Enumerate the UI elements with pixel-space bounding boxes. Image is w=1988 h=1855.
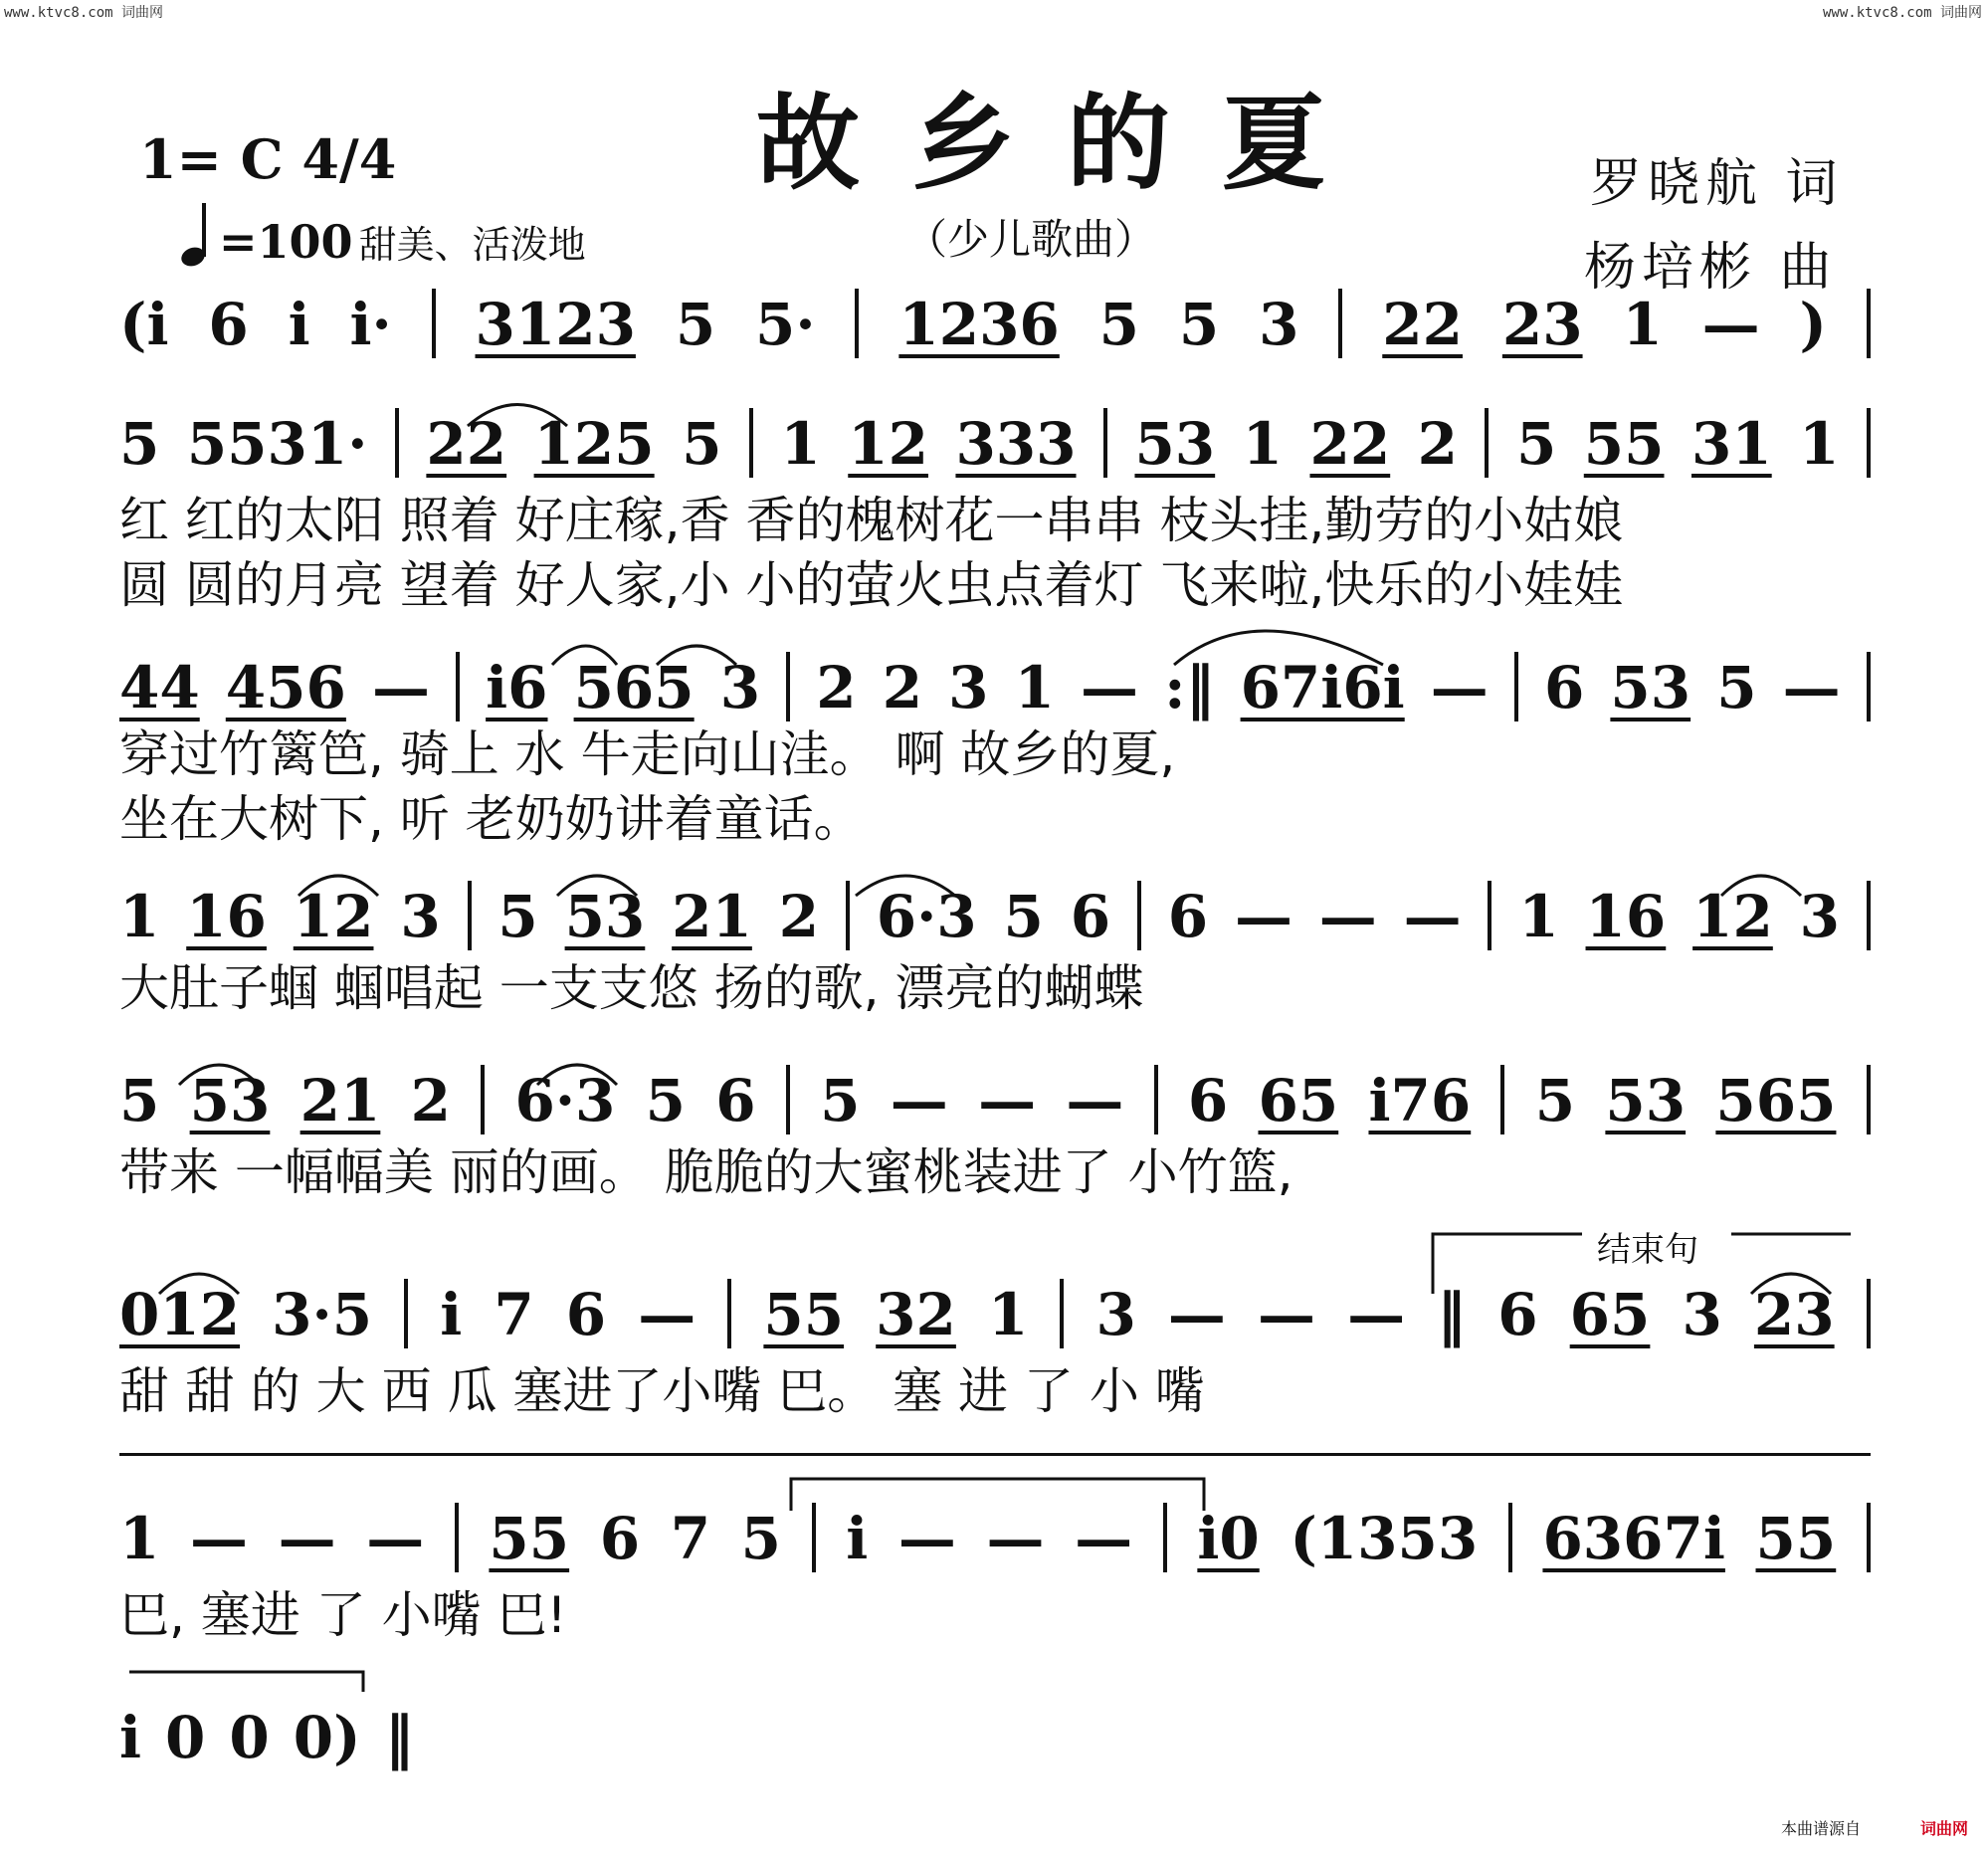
- note-group: 6: [599, 1505, 641, 1572]
- note-group: 2: [410, 1067, 451, 1134]
- note-group: 55: [1583, 410, 1665, 478]
- note-extension: —: [1403, 883, 1462, 950]
- note-group: 3: [400, 883, 441, 950]
- note-group: 2: [882, 654, 923, 721]
- note-group: 5: [1515, 410, 1557, 478]
- note-group: 0: [165, 1704, 206, 1771]
- notation-row-5: [119, 1055, 1871, 1134]
- note-group: 012: [119, 1281, 241, 1348]
- note-group: i: [440, 1281, 463, 1348]
- note-group: ): [1799, 291, 1827, 358]
- barline: [404, 1279, 408, 1348]
- note-extension: —: [1782, 654, 1841, 721]
- double-barline: ‖: [1437, 1281, 1467, 1348]
- note-group: 16: [1585, 883, 1667, 950]
- key-signature: 1= C 4/4: [139, 127, 397, 191]
- note-group: 16: [186, 883, 267, 950]
- note-extension: —: [1258, 1281, 1315, 1348]
- note-group: 456: [225, 654, 346, 721]
- note-group: 7: [670, 1505, 711, 1572]
- barline: [786, 1065, 790, 1134]
- barline: [786, 652, 790, 721]
- barline: [855, 289, 859, 358]
- lyric-line: 大肚子蝈 蝈唱起 一支支悠 扬的歌, 漂亮的蝴蝶: [119, 959, 1144, 1017]
- note-group: 6: [565, 1281, 607, 1348]
- note-group: 12: [293, 883, 374, 950]
- note-extension: —: [1234, 883, 1292, 950]
- note-group: 565: [573, 654, 695, 721]
- note-group: 6: [1497, 1281, 1538, 1348]
- note-group: i: [119, 1704, 142, 1771]
- note-group: 6: [1070, 883, 1111, 950]
- note-group: 3: [948, 654, 989, 721]
- note-group: 2: [816, 654, 857, 721]
- note-group: 53: [1610, 654, 1691, 721]
- note-extension: —: [978, 1067, 1037, 1134]
- note-extension: —: [371, 654, 430, 721]
- lyrics-row-5: [119, 1144, 1871, 1204]
- note-group: 6: [715, 1067, 756, 1134]
- watermark-right: www.ktvc8.com 词曲网: [1822, 5, 1982, 21]
- section-divider: [119, 1453, 1871, 1456]
- barline: [1867, 1065, 1871, 1134]
- note-extension: —: [1075, 1505, 1133, 1572]
- note-extension: —: [1347, 1281, 1406, 1348]
- note-group: i·: [349, 291, 392, 358]
- note-group: 2: [778, 883, 820, 950]
- barline: [727, 1279, 731, 1348]
- note-group: 12: [1692, 883, 1773, 950]
- lyric-line: 穿过竹篱笆, 骑上 水 牛走向山洼。 啊 故乡的夏,: [119, 725, 1176, 783]
- note-extension: —: [1318, 883, 1377, 950]
- note-group: 5: [1534, 1067, 1576, 1134]
- barline: [481, 1065, 485, 1134]
- lyrics-row-7: [119, 1587, 1871, 1647]
- note-group: 333: [955, 410, 1077, 478]
- barline: [1867, 1503, 1871, 1572]
- song-subtitle: （少儿歌曲）: [905, 215, 1157, 264]
- note-extension: —: [1081, 654, 1138, 721]
- lyric-line: 巴, 塞进 了 小嘴 巴!: [119, 1586, 567, 1644]
- note-group: 22: [426, 410, 507, 478]
- note-extension: —: [366, 1505, 425, 1572]
- note-group: 3: [1259, 291, 1299, 358]
- note-group: 5: [645, 1067, 687, 1134]
- barline: [1485, 408, 1489, 478]
- barline: [846, 881, 850, 950]
- note-group: 565: [1715, 1067, 1837, 1134]
- note-group: 3: [1682, 1281, 1722, 1348]
- barline: [1163, 1503, 1167, 1572]
- barline: [395, 408, 399, 478]
- notation-row-7: [119, 1493, 1871, 1572]
- note-extension: —: [638, 1281, 696, 1348]
- lyric-line: 坐在大树下, 听 老奶奶讲着童话。: [119, 790, 864, 848]
- note-group: 23: [1501, 291, 1583, 358]
- note-group: 53: [189, 1067, 271, 1134]
- lyricist-credit: 罗晓航 词: [1590, 154, 1844, 214]
- note-group: 7: [494, 1281, 534, 1348]
- note-group: 3: [1799, 883, 1841, 950]
- note-group: i: [288, 291, 310, 358]
- note-group: 1: [1622, 291, 1663, 358]
- note-group: 21: [672, 883, 752, 950]
- note-group: 1: [780, 410, 821, 478]
- tempo-description: 甜美、活泼地: [358, 223, 586, 267]
- note-group: 1: [1799, 410, 1840, 478]
- barline: [812, 1503, 816, 1572]
- note-group: 6·3: [876, 883, 977, 950]
- note-group: 55: [1755, 1505, 1837, 1572]
- lyric-line: 圆 圆的月亮 望着 好人家,小 小的萤火虫点着灯 飞来啦,快乐的小娃娃: [119, 556, 1624, 614]
- tempo-value: =100: [219, 215, 353, 269]
- notation-row-3: [119, 642, 1871, 721]
- watermark-left: www.ktvc8.com 词曲网: [4, 5, 164, 21]
- note-group: 53: [564, 883, 646, 950]
- barline: [455, 1503, 459, 1572]
- barline: [1103, 408, 1107, 478]
- note-group: i76: [1368, 1067, 1472, 1134]
- tempo-marking: [179, 199, 586, 269]
- note-group: 0: [229, 1704, 270, 1771]
- note-group: 5: [740, 1505, 782, 1572]
- note-group: 65: [1569, 1281, 1651, 1348]
- note-group: (i: [119, 291, 169, 358]
- barline: [1867, 881, 1871, 950]
- note-group: 21: [299, 1067, 381, 1134]
- note-group: 22: [1309, 410, 1391, 478]
- note-group: 5: [1003, 883, 1044, 950]
- note-group: 67i6i: [1240, 654, 1405, 721]
- double-barline: ‖: [384, 1704, 414, 1771]
- note-group: 2: [1417, 410, 1459, 478]
- note-extension: —: [986, 1505, 1045, 1572]
- note-group: 23: [1753, 1281, 1835, 1348]
- note-extension: —: [890, 1067, 948, 1134]
- lyrics-row-4: [119, 960, 1871, 1020]
- note-group: 6: [1187, 1067, 1229, 1134]
- note-group: 1: [119, 1505, 160, 1572]
- barline: [1137, 881, 1141, 950]
- note-group: 6: [1167, 883, 1209, 950]
- footer-brand: 词曲网: [1919, 1819, 1968, 1838]
- notation-row-8: [119, 1692, 418, 1771]
- repeat-barline: :‖: [1164, 654, 1215, 721]
- note-group: 3123: [475, 291, 636, 358]
- note-group: 0): [293, 1704, 361, 1771]
- note-group: 3: [1095, 1281, 1136, 1348]
- ending-label: 结束句: [1597, 1230, 1698, 1270]
- barline: [1867, 1279, 1871, 1348]
- note-group: 5531·: [186, 410, 368, 478]
- note-group: 3·5: [272, 1281, 373, 1348]
- note-extension: —: [897, 1505, 956, 1572]
- footer-source: 本曲谱源自: [1780, 1819, 1861, 1838]
- barline: [456, 652, 460, 721]
- note-group: 6·3: [514, 1067, 616, 1134]
- lyrics-row-3-verse-1: [119, 726, 1871, 786]
- lyrics-row-2-verse-1: [119, 493, 1871, 552]
- footer: [1781, 1816, 1968, 1839]
- note-group: 5: [119, 1067, 160, 1134]
- lyric-line: 红 红的太阳 照着 好庄稼,香 香的槐树花一串串 枝头挂,勤劳的小姑娘: [119, 492, 1624, 549]
- barline: [468, 881, 472, 950]
- note-extension: —: [1430, 654, 1489, 721]
- note-group: 1: [1014, 654, 1055, 721]
- song-title: 故乡的夏: [756, 82, 1378, 204]
- note-group: 55: [763, 1281, 845, 1348]
- note-group: 1236: [898, 291, 1060, 358]
- note-group: 6367i: [1542, 1505, 1725, 1572]
- note-group: 5: [682, 410, 722, 478]
- note-group: i6: [486, 654, 548, 721]
- lyrics-row-2-verse-2: [119, 557, 1871, 617]
- barline: [1867, 408, 1871, 478]
- lyric-line: 带来 一幅幅美 丽的画。 脆脆的大蜜桃装进了 小竹篮,: [119, 1143, 1293, 1201]
- note-group: 5: [675, 291, 716, 358]
- note-group: 6: [208, 291, 249, 358]
- note-group: i0: [1197, 1505, 1260, 1572]
- barline: [1488, 881, 1491, 950]
- note-extension: —: [1167, 1281, 1226, 1348]
- lyric-line: 甜 甜 的 大 西 瓜 塞进了小嘴 巴。 塞 进 了 小 嘴: [119, 1362, 1205, 1420]
- note-group: 32: [876, 1281, 956, 1348]
- tie-bracket: [129, 1672, 363, 1692]
- note-extension: —: [1066, 1067, 1124, 1134]
- note-group: 22: [1382, 291, 1463, 358]
- note-group: 53: [1605, 1067, 1687, 1134]
- barline: [1508, 1503, 1512, 1572]
- barline: [1154, 1065, 1158, 1134]
- note-group: 1: [119, 883, 160, 950]
- note-group: 55: [489, 1505, 570, 1572]
- note-group: 12: [848, 410, 928, 478]
- note-group: (1353: [1290, 1505, 1479, 1572]
- quarter-note-icon: [179, 199, 219, 269]
- note-extension: —: [1701, 291, 1760, 358]
- lyrics-row-3-verse-2: [119, 791, 1871, 851]
- barline: [1867, 652, 1871, 721]
- barline: [432, 289, 436, 358]
- note-group: 65: [1258, 1067, 1339, 1134]
- note-group: 5·: [755, 291, 816, 358]
- note-group: 5: [497, 883, 538, 950]
- barline: [1500, 1065, 1504, 1134]
- note-group: 5: [1098, 291, 1140, 358]
- barline: [1060, 1279, 1064, 1348]
- note-group: 1: [1518, 883, 1559, 950]
- note-group: 3: [719, 654, 761, 721]
- note-extension: —: [189, 1505, 248, 1572]
- barline: [1338, 289, 1342, 358]
- notation-row-6: [119, 1269, 1871, 1348]
- barline: [1514, 652, 1518, 721]
- note-group: 5: [119, 410, 160, 478]
- notation-row-2: [119, 398, 1871, 478]
- barline: [749, 408, 753, 478]
- note-group: 5: [1178, 291, 1220, 358]
- note-group: 53: [1134, 410, 1216, 478]
- note-group: i: [846, 1505, 869, 1572]
- note-group: 5: [1716, 654, 1757, 721]
- note-group: 125: [533, 410, 655, 478]
- note-group: 6: [1543, 654, 1585, 721]
- note-group: 1: [987, 1281, 1029, 1348]
- note-group: 44: [119, 654, 200, 721]
- composer-credit: 杨培彬 曲: [1584, 238, 1838, 298]
- note-group: 31: [1690, 410, 1772, 478]
- note-extension: —: [278, 1505, 336, 1572]
- notation-row-4: [119, 871, 1871, 950]
- note-group: 1: [1242, 410, 1283, 478]
- barline: [1867, 289, 1871, 358]
- notation-row-1: [119, 279, 1871, 358]
- lyrics-row-6: [119, 1363, 1871, 1423]
- note-group: 5: [820, 1067, 861, 1134]
